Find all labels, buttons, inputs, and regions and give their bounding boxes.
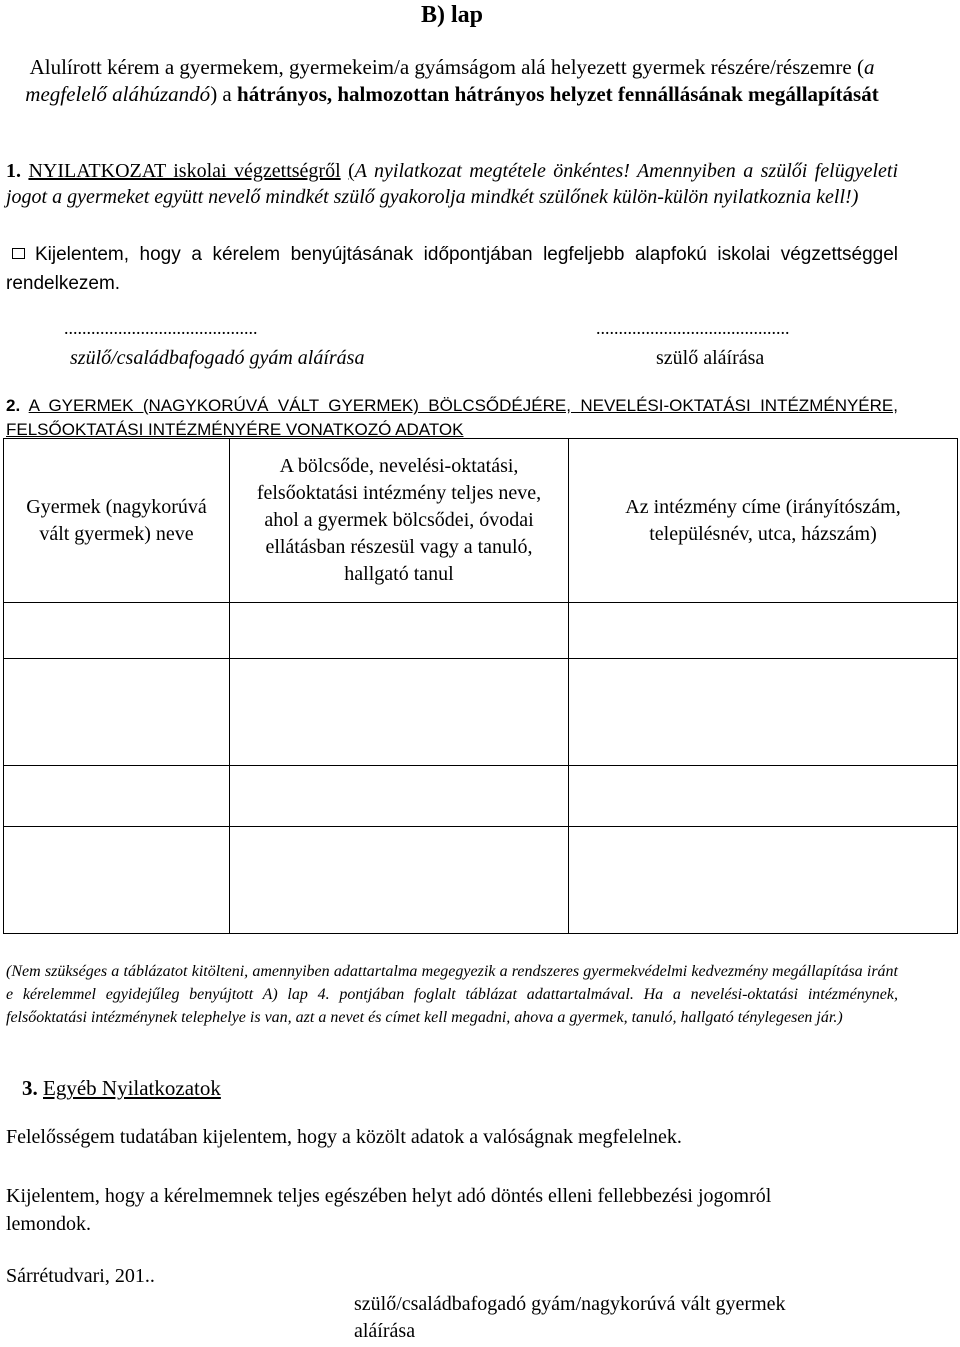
- section1-note: A nyilatkozat megtétele önkéntes! Amennyiben a szülői felügyeleti jogot a gyermeket együtt nevelő mindkét szülő gyakorolja mindkét szülőnek külön-külön nyilatkoznia kell!: [6, 160, 899, 208]
- table-row: [4, 659, 958, 766]
- intro-paragraph: [20, 54, 884, 108]
- table-header-cell: Gyermek (nagykorúvá vált gyermek) neve: [4, 439, 230, 603]
- table-cell[interactable]: [569, 659, 958, 766]
- statement-appeal-waiver: Kijelentem, hogy a kérelmemnek teljes egészében helyt adó döntés elleni fellebbezési jogomról lemondok.: [6, 1185, 772, 1235]
- section2-number: 2.: [6, 396, 21, 415]
- intro-text-1: Alulírott kérem a gyermekem, gyermekeim/a gyámságom alá helyezett gyermek részére/részemre (: [29, 55, 864, 79]
- section3-number: 3.: [22, 1076, 38, 1100]
- table-cell[interactable]: [569, 766, 958, 827]
- intro-text-italic: a megfelelő aláhúzandó: [25, 55, 875, 106]
- table-cell[interactable]: [4, 659, 230, 766]
- section1-heading: NYILATKOZAT iskolai végzettségről: [28, 160, 341, 182]
- section3-heading: Egyéb Nyilatkozatok: [43, 1076, 221, 1100]
- declaration: [6, 240, 898, 298]
- table-cell[interactable]: [4, 603, 230, 659]
- sig-label-left: szülő/családbafogadó gyám aláírása: [70, 347, 365, 369]
- institution-table: [3, 438, 958, 934]
- section1-note-close: ): [851, 186, 859, 208]
- table-header-cell: A bölcsőde, nevelési-oktatási, felsőoktatási intézmény teljes neve, ahol a gyermek bölcsődei, óvodai ellátásban részesül vagy a tanuló, hallgató tanul: [230, 439, 569, 603]
- table-header-cell: Az intézmény címe (irányítószám, településnév, utca, házszám): [569, 439, 958, 603]
- statement-truth: Felelősségem tudatában kijelentem, hogy a közölt adatok a valóságnak megfelelnek.: [6, 1126, 682, 1148]
- sig-line-left: ...........................................: [64, 318, 258, 338]
- section1-heading-block: [6, 158, 898, 210]
- declaration-checkbox[interactable]: [12, 248, 25, 259]
- table-header-row: [4, 439, 958, 603]
- sig-line-right: ...........................................: [596, 318, 790, 338]
- table-row: [4, 603, 958, 659]
- table-cell[interactable]: [230, 827, 569, 934]
- place-date: Sárrétudvari, 201..: [6, 1265, 155, 1287]
- intro-text-bold: hátrányos, halmozottan hátrányos helyzet fennállásának megállapítását: [237, 82, 879, 106]
- section3-heading-block: [22, 1076, 221, 1101]
- table-cell[interactable]: [569, 827, 958, 934]
- declaration-text: Kijelentem, hogy a kérelem benyújtásának időpontjában legfeljebb alapfokú iskolai végzettséggel rendelkezem.: [6, 244, 898, 294]
- table-row: [4, 766, 958, 827]
- section2-heading: A GYERMEK (NAGYKORÚVÁ VÁLT GYERMEK) BÖLCSŐDÉJÉRE, NEVELÉSI-OKTATÁSI INTÉZMÉNYÉRE, FELSŐOKTATÁSI INTÉZMÉNYÉRE VONATKOZÓ ADATOK: [6, 396, 898, 439]
- section2-heading-block: [6, 394, 898, 442]
- table-note: (Nem szükséges a táblázatot kitölteni, amennyiben adattartalma megegyezik a rendszeres gyermekvédelmi kedvezmény megállapítása iránt e kérelemmel egyidejűleg benyújtott A) lap 4. pontjában foglalt táblázat adattartalmával. Ha a nevelési-oktatási intézménynek, felsőoktatási intézménynek telephelye is van, azt a nevet és címet kell megadni, ahova a gyermek, tanuló, hallgató ténylegesen jár.): [6, 963, 898, 1026]
- table-row: [4, 827, 958, 934]
- intro-text-2: ) a: [210, 82, 238, 106]
- table-cell[interactable]: [230, 659, 569, 766]
- table-cell[interactable]: [4, 827, 230, 934]
- section1-number: 1.: [6, 160, 21, 182]
- table-cell[interactable]: [230, 766, 569, 827]
- table-cell[interactable]: [230, 603, 569, 659]
- page-title: B) lap: [420, 2, 483, 28]
- table-cell[interactable]: [569, 603, 958, 659]
- sig-label-right: szülő aláírása: [656, 347, 765, 369]
- table-cell[interactable]: [4, 766, 230, 827]
- section1-note-open: (: [348, 160, 355, 182]
- final-signature-label: szülő/családbafogadó gyám/nagykorúvá vált gyermek aláírása: [354, 1293, 786, 1342]
